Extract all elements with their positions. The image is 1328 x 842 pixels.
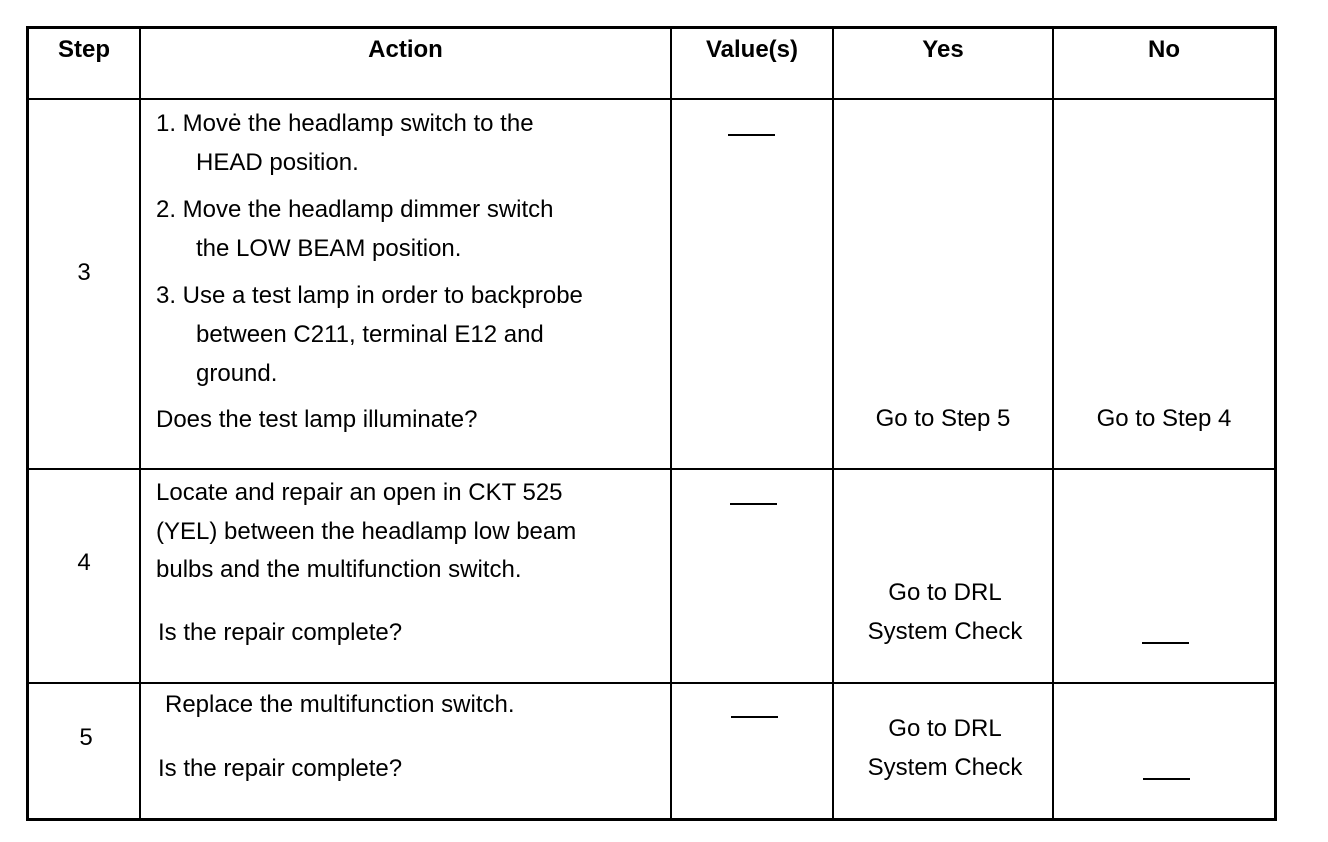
no-blank	[1142, 642, 1189, 644]
yes-cell-line: System Check	[867, 754, 1023, 781]
yes-cell: Go to Step 5	[875, 405, 1011, 432]
column-divider	[670, 26, 672, 821]
action-line: HEAD position.	[196, 149, 359, 176]
action-line: bulbs and the multifunction switch.	[156, 556, 522, 583]
action-line: Locate and repair an open in CKT 525	[156, 479, 563, 506]
column-divider	[139, 26, 141, 821]
action-question: Is the repair complete?	[158, 619, 403, 646]
header-no: No	[1148, 36, 1180, 63]
yes-cell-line: System Check	[867, 618, 1023, 645]
value-blank	[730, 503, 777, 505]
step-number: 5	[79, 724, 93, 751]
action-question: Is the repair complete?	[158, 755, 403, 782]
header-step: Step	[57, 36, 110, 63]
action-line: (YEL) between the headlamp low beam	[156, 518, 577, 545]
action-line: 3. Use a test lamp in order to backprobe	[156, 282, 583, 309]
yes-cell-line: Go to DRL	[888, 579, 1002, 606]
action-line: between C211, terminal E12 and	[196, 321, 544, 348]
row-divider	[26, 468, 1277, 470]
action-line: Replace the multifunction switch.	[165, 691, 515, 718]
action-line: ground.	[196, 360, 278, 387]
no-cell: Go to Step 4	[1096, 405, 1232, 432]
action-line: 2. Move the headlamp dimmer switch	[156, 196, 554, 223]
step-number: 4	[77, 549, 91, 576]
action-line: 1. Movė the headlamp switch to the	[156, 110, 534, 137]
no-blank	[1143, 778, 1190, 780]
step-number: 3	[77, 259, 91, 286]
header-values: Value(s)	[705, 36, 799, 63]
value-blank	[731, 716, 778, 718]
action-line: the LOW BEAM position.	[196, 235, 462, 262]
row-divider	[26, 98, 1277, 100]
value-blank	[728, 134, 775, 136]
action-question: Does the test lamp illuminate?	[156, 406, 478, 433]
yes-cell-line: Go to DRL	[888, 715, 1002, 742]
row-divider	[26, 682, 1277, 684]
header-action: Action	[368, 36, 443, 63]
header-yes: Yes	[922, 36, 964, 63]
